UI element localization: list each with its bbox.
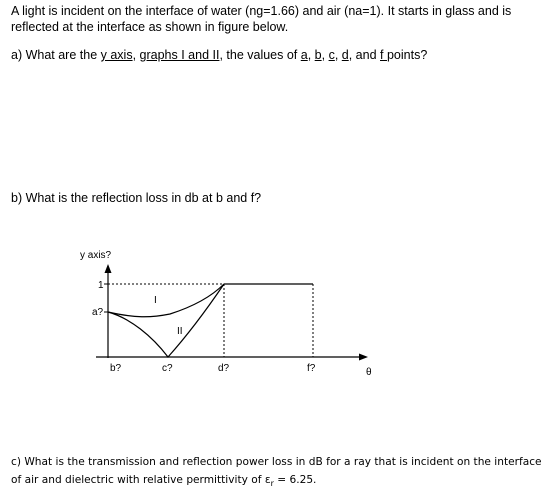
point-a-label: a? (92, 307, 104, 318)
point-b-label: b? (110, 363, 122, 374)
question-a-sep-2: , (307, 48, 315, 62)
question-a-sep-1: , (132, 48, 140, 62)
curve-two (108, 284, 224, 357)
y-axis-label: y axis? (80, 250, 112, 261)
point-c-label: c? (162, 363, 173, 374)
intro-line-2: reflected at the interface as shown in figure below. (11, 20, 289, 34)
question-c-line-1: c) What is the transmission and reflection power loss in dB for a ray that is incident on the interface (11, 456, 542, 468)
question-a-point-c: c (328, 48, 335, 62)
curve-one-label: I (154, 295, 157, 306)
question-a-point-d: d (341, 48, 349, 62)
tick-one-label: 1 (98, 280, 104, 291)
x-axis-label: θ (366, 367, 372, 378)
question-a-mid: , the values of (219, 48, 301, 62)
point-f-label: f? (307, 363, 316, 374)
question-a-suffix: points? (386, 48, 428, 62)
curve-one (108, 284, 224, 317)
question-c (11, 453, 542, 493)
question-a-y-axis: y axis (100, 48, 133, 62)
x-axis-arrow (359, 354, 368, 361)
question-a-and: , and (348, 48, 381, 62)
question-b: b) What is the reflection loss in db at b and f? (11, 191, 262, 205)
question-a-point-f: f (380, 48, 387, 62)
question-a-prefix: a) What are the (11, 48, 101, 62)
question-a-sep-3: , (321, 48, 329, 62)
question-a-point-a: a (300, 48, 308, 62)
question-c-line-2-sub: r (270, 479, 274, 489)
intro-line-1: A light is incident on the interface of water (ng=1.66) and air (na=1). It starts in glass and is (11, 4, 512, 18)
question-c-line-2-suffix: = 6.25. (273, 474, 317, 486)
question-a-point-b: b (314, 48, 322, 62)
y-axis-arrow (105, 264, 112, 273)
curve-two-label: II (177, 326, 183, 337)
question-c-line-2-prefix: of air and dielectric with relative permittivity of ε (11, 474, 271, 486)
point-d-label: d? (218, 363, 230, 374)
question-a-sep-4: , (334, 48, 342, 62)
question-a-graphs: graphs I and II (139, 48, 220, 62)
